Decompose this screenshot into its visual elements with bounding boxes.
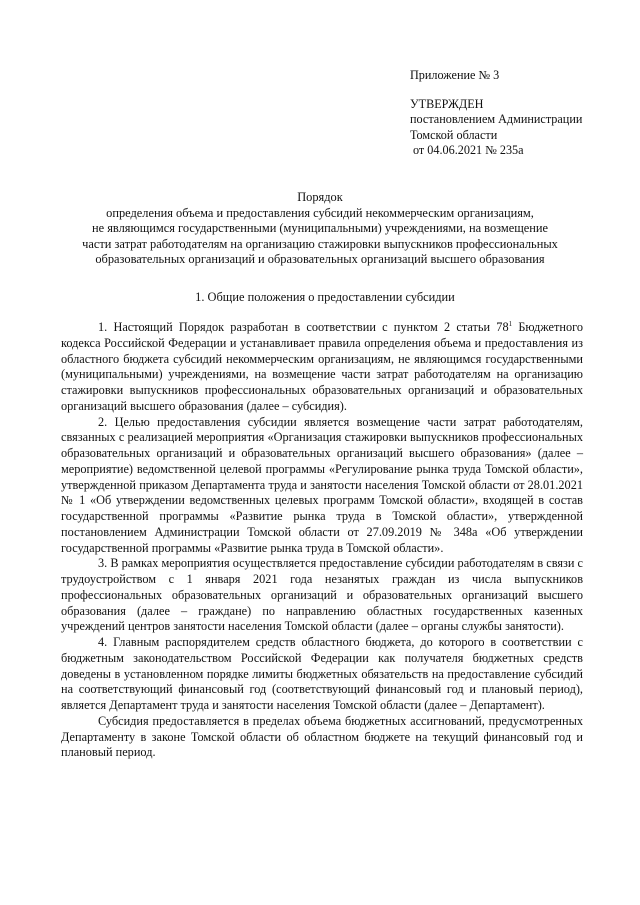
paragraph-5: Субсидия предоставляется в пределах объема бюджетных ассигнований, предусмотренных Департаменту в законе Томской области об областном бюджете на текущий финансовый год и плановый период. [61,713,583,760]
approval-line-3: от 04.06.2021 № 235а [413,142,524,157]
approval-line-2: Томской области [410,127,498,142]
title-line-2: не являющимся государственными (муниципальными) учреждениями, на возмещение [91,221,548,236]
paragraph-1 [61,320,583,415]
paragraph-2: 2. Целью предоставления субсидии является возмещение части затрат работодателям, связанных с реализацией мероприятия «Организация стажировки выпускников профессиональных образовательных организаций и образовательных организаций высшего образования» (далее – мероприятие) ведомственной целевой программы «Регулирование рынка труда Томской области», утвержденной приказом Департамента труда и занятости населения Томской области от 28.01.2021 № 1 «Об утверждении ведомственных целевых программ Томской области», входящей в состав государственной программы «Развитие рынка труда в Томской области», утвержденной постановлением Администрации Томской области от 27.09.2019 № 348а «Об утверждении государственной программы «Развитие рынка труда в Томской области». [61,414,583,555]
paragraph-3: 3. В рамках мероприятия осуществляется предоставление субсидии работодателям в связи с трудоустройством с 1 января 2021 года незанятых граждан из числа выпускников профессиональных образовательных организаций и образовательных организаций высшего образования (далее – граждане) по направлению областных государственных казенных учреждений центров занятости населения Томской области (далее – органы службы занятости). [61,556,583,634]
approved-label: УТВЕРЖДЕН [410,97,484,112]
approval-block [410,68,630,158]
title-line-3: части затрат работодателям на организацию стажировки выпускников профессиональных [82,236,558,251]
section-heading: 1. Общие положения о предоставлении субсидии [195,290,455,304]
appendix-label: Приложение № 3 [410,68,500,82]
superscript: 1 [508,320,513,328]
title-line-4: образовательных организаций и образовательных организаций высшего образования [95,252,545,267]
document-body [61,320,583,761]
title-line-1: определения объема и предоставления субсидий некоммерческим организациям, [106,205,534,220]
title-heading: Порядок [297,190,343,204]
paragraph-1-start: 1. Настоящий Порядок разработан в соответствии с пунктом 2 статьи 78 [98,320,509,334]
paragraph-1-rest: Бюджетного кодекса Российской Федерации и устанавливает правила определения объема и предоставления из областного бюджета субсидий некоммерческим организациям, не являющимся государственными (муниципальными) учреждениями, на возмещение части затрат работодателям на организацию стажировки выпускников профессиональных образовательных организаций и образовательных организаций высшего образования (далее – субсидия). [61,320,583,413]
document-title [55,190,585,268]
spacer [410,83,630,97]
paragraph-4: 4. Главным распорядителем средств областного бюджета, до которого в соответствии с бюджетным законодательством Российской Федерации как получателя бюджетных средств доведены в установленном порядке лимиты бюджетных обязательств на предоставление субсидий на соответствующий финансовый год (соответствующий финансовый год и плановый период), является Департамент труда и занятости населения Томской области (далее – Департамент). [61,635,583,712]
approval-line-1: постановлением Администрации [410,112,583,127]
